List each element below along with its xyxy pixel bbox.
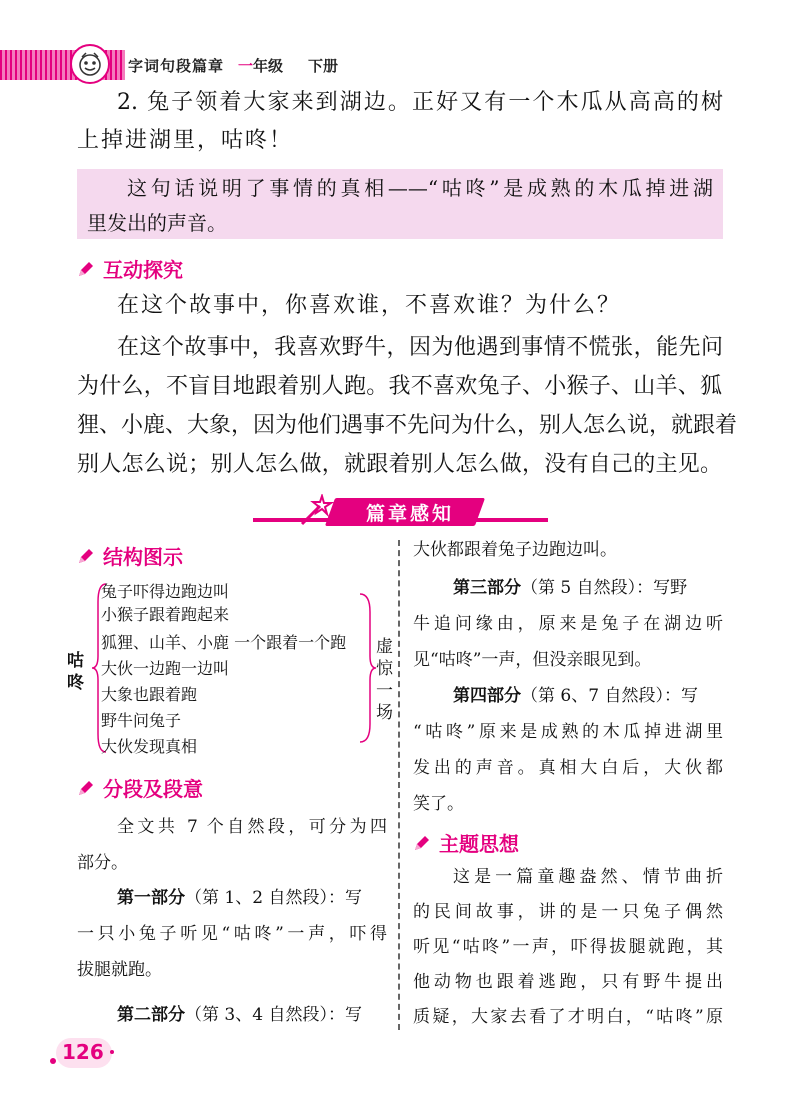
structure-item: 野牛问兔子 [101,711,182,730]
section-heading-structure: 结构图示 [77,541,183,570]
segments-intro-line-1: 全文共 7 个自然段，可分为四 [117,817,387,837]
theme-line-4: 他动物也跟着逃跑，只有野牛提出 [413,972,723,992]
pencil-icon [77,547,95,565]
page-number: 126 [62,1040,104,1064]
page-dot [50,1058,56,1064]
structure-item: 狐狸、山羊、小鹿 一个跟着一个跑 [101,633,347,652]
structure-item: 兔子吓得边跑边叫 [101,582,230,601]
segment-part3-line-2: 牛追问缘由，原来是兔子在湖边听 [413,614,723,634]
header-emblem [70,44,110,84]
column-divider [398,540,400,1030]
q2-answer-line-2: 里发出的声音。 [87,211,227,235]
interactive-answer-line-3: 狸、小鹿、大象，因为他们遇事不先问为什么，别人怎么说，就跟着 [77,413,738,438]
structure-item: 大象也跟着跑 [101,685,198,704]
book-volume: 下册 [308,57,339,75]
segment-part3: 第三部分（第 5 自然段）：写野 [453,578,688,598]
section-heading-theme: 主题思想 [413,828,519,857]
interactive-answer-line-2: 为什么，不盲目地跟着别人跑。我不喜欢兔子、小猴子、山羊、狐 [77,374,722,399]
segment-part2-line-2: 大伙都跟着兔子边跑边叫。 [413,540,617,560]
grade-label: 一年级 [238,57,284,75]
theme-line-2: 的民间故事，讲的是一只兔子偶然 [413,902,723,922]
section-heading-interactive: 互动探究 [77,254,183,283]
segment-part4-line-2: “咕咚”原来是成熟的木瓜掉进湖里 [413,722,723,742]
structure-right-word: 虚惊一场 [376,637,393,723]
segment-part4-line-3: 发出的声音。真相大白后，大伙都 [413,758,723,778]
structure-item: 大伙发现真相 [101,737,198,756]
section-heading-segments: 分段及段意 [77,773,203,802]
structure-item: 大伙一边跑一边叫 [101,659,230,678]
pencil-icon [77,260,95,278]
q2-answer-line-1: 这句话说明了事情的真相——“咕咚”是成熟的木瓜掉进湖 [127,176,713,200]
pencil-icon [413,834,431,852]
segment-part2: 第二部分（第 3、4 自然段）：写 [117,1005,362,1025]
cartoon-face-icon [76,50,104,78]
interactive-answer-line-4: 别人怎么说；别人怎么做，就跟着别人怎么做，没有自己的主见。 [77,452,722,477]
structure-item: 小猴子跟着跑起来 [101,605,230,624]
segment-part1-line-3: 拔腿就跑。 [77,960,162,980]
segments-intro-line-2: 部分。 [77,853,128,873]
pencil-icon [77,779,95,797]
q2-line-2: 上掉进湖里，咕咚！ [77,128,294,153]
banner-title: 篇章感知 [365,503,454,525]
theme-line-1: 这是一篇童趣盎然、情节曲折 [453,867,723,887]
segment-part4-line-4: 笑了。 [413,794,464,814]
segment-part1-line-2: 一只小兔子听见“咕咚”一声，吓得 [77,924,387,944]
structure-left-word: 咕咚 [67,651,84,693]
theme-line-5: 质疑，大家去看了才明白，“咕咚”原 [413,1007,723,1027]
q2-line-1: 2. 兔子领着大家来到湖边。正好又有一个木瓜从高高的树 [117,90,723,115]
segment-part1: 第一部分（第 1、2 自然段）：写 [117,888,362,908]
theme-line-3: 听见“咕咚”一声，吓得拔腿就跑，其 [413,937,723,957]
segment-part3-line-3: 见“咕咚”一声，但没亲眼见到。 [413,650,652,670]
interactive-question: 在这个故事中，你喜欢谁，不喜欢谁？为什么？ [117,293,622,318]
interactive-answer-line-1: 在这个故事中，我喜欢野牛，因为他遇到事情不慌张，能先问 [117,335,723,360]
series-title: 字词句段篇章 [128,57,225,75]
segment-part4: 第四部分（第 6、7 自然段）：写 [453,686,698,706]
page-dot [110,1050,114,1054]
